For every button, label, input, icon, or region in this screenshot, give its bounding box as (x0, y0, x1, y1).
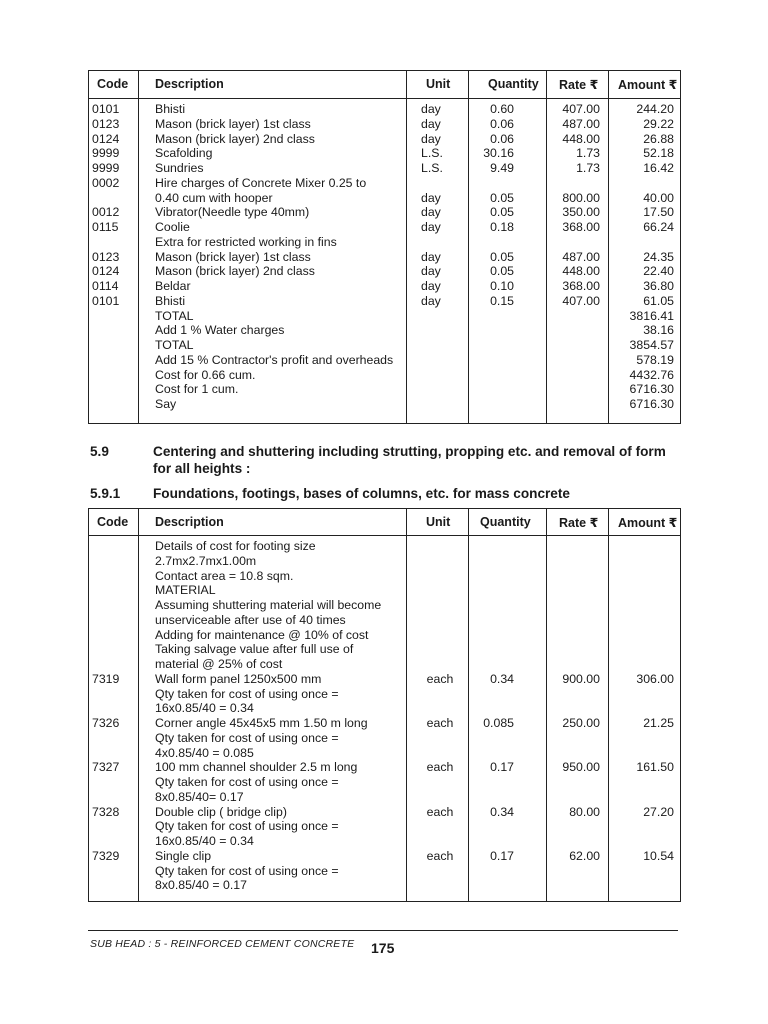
row-rate: 800.00 (562, 190, 600, 205)
row-amount: 66.24 (643, 220, 674, 234)
row-rate: 368.00 (562, 279, 600, 293)
row-unit: day (421, 190, 441, 205)
row-unit: day (421, 249, 441, 264)
row-description: Mason (brick layer) 1st class (155, 116, 311, 131)
row-unit: day (421, 102, 441, 116)
row-code: 7327 (92, 760, 120, 775)
row-amount: 52.18 (643, 146, 674, 161)
table-row (89, 146, 680, 161)
row-description: Bhisti (155, 293, 186, 308)
table-row (89, 397, 680, 412)
table-row (89, 878, 680, 893)
row-rate: 487.00 (562, 249, 600, 264)
table-row (89, 220, 680, 235)
page-number: 175 (371, 940, 395, 956)
row-code: 9999 (92, 146, 120, 161)
header-quantity: Quantity (480, 515, 531, 529)
row-rate: 350.00 (562, 205, 600, 220)
row-description: Sundries (155, 161, 204, 175)
row-description: material @ 25% of cost (155, 657, 283, 671)
table-row (89, 323, 680, 338)
row-rate: 250.00 (562, 716, 600, 730)
row-code: 7329 (92, 848, 120, 863)
row-code: 0124 (92, 131, 120, 146)
row-amount: 26.88 (643, 131, 674, 146)
row-code: 0115 (92, 220, 119, 234)
table-row (89, 790, 680, 805)
table-row (89, 569, 680, 584)
row-unit: each (426, 671, 454, 686)
table-row (89, 834, 680, 849)
row-description: Cost for 0.66 cum. (155, 367, 256, 382)
section-number: 5.9 (90, 444, 109, 459)
row-quantity: 0.06 (490, 116, 514, 131)
row-code: 9999 (92, 161, 120, 175)
shuttering-cost-table (88, 508, 681, 902)
table-row (89, 102, 680, 117)
row-description: Add 1 % Water charges (155, 323, 285, 338)
table-row (89, 294, 680, 309)
row-amount: 161.50 (636, 760, 674, 775)
row-amount: 17.50 (643, 205, 674, 220)
row-amount: 21.25 (643, 716, 674, 730)
row-unit: day (421, 264, 441, 279)
section-title-line1: Centering and shuttering including strutting, propping etc. and removal of form (153, 444, 666, 459)
row-quantity: 0.05 (490, 264, 514, 279)
table-row (89, 864, 680, 879)
row-description: Coolie (155, 220, 190, 234)
row-quantity: 0.15 (490, 293, 514, 308)
table-row (89, 760, 680, 775)
row-rate: 1.73 (576, 146, 600, 161)
row-description: Bhisti (155, 102, 186, 116)
header-unit: Unit (426, 515, 451, 529)
row-rate: 62.00 (569, 848, 600, 863)
table-row (89, 657, 680, 672)
row-rate: 448.00 (562, 264, 600, 279)
row-quantity: 0.06 (490, 131, 514, 146)
row-amount: 61.05 (643, 293, 674, 308)
row-description: Qty taken for cost of using once = (155, 819, 339, 834)
row-unit: L.S. (421, 146, 443, 161)
row-unit: day (421, 293, 441, 308)
row-description: Qty taken for cost of using once = (155, 775, 339, 789)
table-row (89, 117, 680, 132)
row-rate: 1.73 (576, 161, 600, 175)
row-unit: each (426, 760, 454, 775)
row-amount: 3854.57 (629, 338, 674, 352)
row-description: Scafolding (155, 146, 213, 161)
row-rate: 448.00 (562, 131, 600, 146)
table-row (89, 642, 680, 657)
row-code: 7319 (92, 671, 120, 686)
table-row (89, 819, 680, 834)
row-description: TOTAL (155, 308, 194, 323)
row-amount: 10.54 (643, 848, 674, 863)
row-unit: L.S. (421, 161, 443, 175)
subsection-title: Foundations, footings, bases of columns, etc. for mass concrete (153, 486, 570, 501)
row-description: 0.40 cum with hooper (155, 190, 273, 205)
table-row (89, 539, 680, 554)
row-quantity: 0.18 (490, 220, 514, 234)
row-amount: 24.35 (643, 249, 674, 264)
row-description: Mason (brick layer) 2nd class (155, 131, 315, 146)
table-row (89, 613, 680, 628)
row-amount: 38.16 (643, 323, 674, 338)
row-quantity: 0.05 (490, 190, 514, 205)
table-row (89, 235, 680, 250)
table-row (89, 191, 680, 206)
row-quantity: 9.49 (490, 161, 514, 175)
header-rate: Rate ₹ (559, 78, 599, 92)
table-row (89, 382, 680, 397)
row-description: Mason (brick layer) 2nd class (155, 264, 315, 279)
row-quantity: 0.34 (490, 804, 514, 819)
header-description: Description (155, 515, 224, 529)
header-amount: Amount ₹ (618, 516, 678, 530)
table-row (89, 176, 680, 191)
row-code: 7326 (92, 716, 120, 730)
footer-subhead: SUB HEAD : 5 - REINFORCED CEMENT CONCRETE (90, 938, 355, 950)
table-row (89, 554, 680, 569)
table-row (89, 250, 680, 265)
header-description: Description (155, 77, 224, 91)
row-amount: 306.00 (636, 671, 674, 686)
row-code: 0123 (92, 116, 120, 131)
row-description: Corner angle 45x45x5 mm 1.50 m long (155, 716, 368, 730)
row-description: Cost for 1 cum. (155, 382, 239, 397)
row-description: Hire charges of Concrete Mixer 0.25 to (155, 175, 367, 190)
table-row (89, 687, 680, 702)
header-code: Code (97, 77, 129, 91)
row-description: Details of cost for footing size (155, 539, 316, 553)
row-unit: each (426, 848, 454, 863)
table-row (89, 598, 680, 613)
row-code: 0101 (92, 102, 120, 116)
table-row (89, 849, 680, 864)
row-description: Single clip (155, 848, 212, 863)
row-amount: 29.22 (643, 116, 674, 131)
row-quantity: 0.10 (490, 279, 514, 293)
table-row (89, 353, 680, 368)
row-description: Mason (brick layer) 1st class (155, 249, 311, 264)
row-quantity: 0.60 (490, 102, 514, 116)
row-quantity: 0.17 (490, 848, 514, 863)
header-rate: Rate ₹ (559, 516, 599, 530)
table-row (89, 716, 680, 731)
table-row (89, 672, 680, 687)
table-row (89, 205, 680, 220)
table-row (89, 279, 680, 294)
row-rate: 487.00 (562, 116, 600, 131)
row-description: Qty taken for cost of using once = (155, 686, 339, 701)
row-unit: day (421, 116, 441, 131)
row-code: 0123 (92, 249, 120, 264)
row-unit: day (421, 220, 441, 234)
row-amount: 6716.30 (629, 397, 674, 411)
row-description: 16x0.85/40 = 0.34 (155, 701, 254, 716)
subsection-number: 5.9.1 (90, 486, 121, 501)
row-unit: day (421, 205, 441, 220)
row-quantity: 30.16 (483, 146, 514, 161)
row-description: 2.7mx2.7mx1.00m (155, 553, 257, 568)
row-description: Double clip ( bridge clip) (155, 804, 287, 819)
header-code: Code (97, 515, 129, 529)
row-code: 0124 (92, 264, 120, 279)
row-amount: 578.19 (636, 352, 674, 367)
row-quantity: 0.17 (490, 760, 514, 775)
table-row (89, 161, 680, 176)
row-unit: each (426, 804, 454, 819)
table-row (89, 701, 680, 716)
table-row (89, 309, 680, 324)
row-amount: 244.20 (636, 102, 674, 116)
row-code: 0012 (92, 205, 120, 220)
row-description: Beldar (155, 279, 191, 293)
row-amount: 3816.41 (629, 308, 674, 323)
row-quantity: 0.34 (490, 671, 514, 686)
row-quantity: 0.05 (490, 205, 514, 220)
footer-divider (88, 930, 678, 931)
row-description: Say (155, 397, 177, 411)
row-description: Taking salvage value after full use of (155, 642, 354, 657)
row-code: 0114 (92, 279, 119, 293)
table-row (89, 628, 680, 643)
row-amount: 4432.76 (629, 367, 674, 382)
row-rate: 368.00 (562, 220, 600, 234)
row-rate: 80.00 (569, 804, 600, 819)
row-description: Qty taken for cost of using once = (155, 863, 339, 878)
row-amount: 36.80 (643, 279, 674, 293)
table-row (89, 264, 680, 279)
table-row (89, 805, 680, 820)
row-amount: 40.00 (643, 190, 674, 205)
table-row (89, 746, 680, 761)
row-rate: 950.00 (562, 760, 600, 775)
row-amount: 16.42 (643, 161, 674, 175)
row-description: Wall form panel 1250x500 mm (155, 671, 322, 686)
row-description: TOTAL (155, 338, 194, 352)
row-description: Add 15 % Contractor's profit and overheads (155, 352, 394, 367)
row-rate: 407.00 (562, 102, 600, 116)
row-description: 16x0.85/40 = 0.34 (155, 834, 254, 848)
rate-analysis-table (88, 70, 681, 424)
row-code: 7328 (92, 804, 120, 819)
row-description: 8x0.85/40 = 0.17 (155, 878, 247, 893)
row-description: 4x0.85/40 = 0.085 (155, 745, 254, 760)
row-description: 8x0.85/40= 0.17 (155, 789, 244, 804)
row-rate: 407.00 (562, 293, 600, 308)
row-amount: 27.20 (643, 804, 674, 819)
row-description: unserviceable after use of 40 times (155, 612, 346, 627)
row-rate: 900.00 (562, 671, 600, 686)
row-quantity: 0.085 (483, 716, 514, 730)
table-row (89, 583, 680, 598)
row-description: Assuming shuttering material will become (155, 598, 382, 612)
table-row (89, 132, 680, 147)
row-code: 0002 (92, 175, 120, 190)
table-row (89, 338, 680, 353)
row-description: MATERIAL (155, 583, 216, 598)
section-title-line2: for all heights : (153, 461, 251, 476)
row-code: 0101 (92, 293, 120, 308)
table-row (89, 731, 680, 746)
header-quantity: Quantity (488, 77, 539, 91)
row-amount: 6716.30 (629, 382, 674, 397)
row-description: Qty taken for cost of using once = (155, 730, 339, 745)
row-unit: day (421, 279, 441, 293)
row-description: Contact area = 10.8 sqm. (155, 568, 294, 583)
row-description: Extra for restricted working in fins (155, 234, 337, 249)
row-description: Adding for maintenance @ 10% of cost (155, 627, 369, 642)
header-amount: Amount ₹ (618, 78, 678, 92)
header-unit: Unit (426, 77, 451, 91)
row-unit: each (426, 716, 454, 730)
row-amount: 22.40 (643, 264, 674, 279)
table-row (89, 775, 680, 790)
row-description: 100 mm channel shoulder 2.5 m long (155, 760, 358, 775)
row-description: Vibrator(Needle type 40mm) (155, 205, 310, 220)
row-quantity: 0.05 (490, 249, 514, 264)
row-unit: day (421, 131, 441, 146)
table-row (89, 368, 680, 383)
